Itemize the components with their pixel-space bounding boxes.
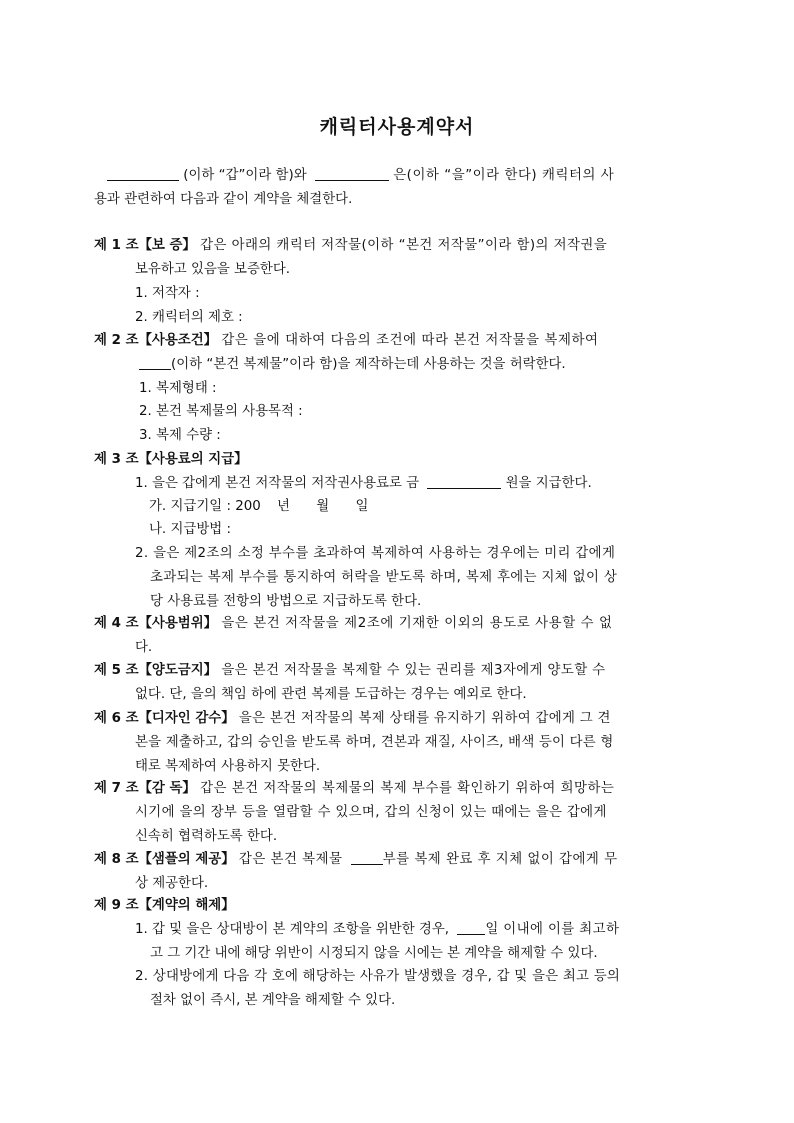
- article-4-line-2: 다.: [135, 640, 153, 655]
- article-8-line-2: 상 제공한다.: [135, 876, 209, 891]
- article-3-item-1-text-b: 원을 지급한다.: [505, 476, 592, 491]
- article-7-text: 갑은 본건 저작물의 복제물의 복제 부수를 확인하기 위하여 희망하는: [200, 781, 615, 796]
- intro-text-a: (이하 “갑”이라 함)와: [183, 168, 307, 183]
- copy-item-blank: [139, 355, 171, 370]
- payment-date-label: 가. 지급기일 : 200: [149, 499, 261, 514]
- article-3-sub-1: [149, 497, 368, 517]
- party-b-blank: [315, 166, 389, 181]
- cure-days-blank: [457, 920, 485, 935]
- article-6-line-1: [94, 709, 611, 729]
- article-6-heading: 제 6 조【디자인 감수】: [94, 711, 235, 726]
- payment-date-year: 년: [277, 499, 290, 514]
- article-1-text: 갑은 아래의 캐릭터 저작물(이하 “본건 저작물”이라 함)의 저작권을: [200, 238, 608, 253]
- article-1-item-1: 1. 저작자 :: [135, 286, 200, 301]
- article-8-line-1: [94, 850, 618, 870]
- article-1-line-2: 보유하고 있음을 보증한다.: [135, 262, 291, 277]
- article-9-item-1-line-1: [135, 920, 619, 940]
- party-a-blank: [107, 166, 179, 181]
- article-4-line-1: [94, 614, 613, 634]
- article-7-line-1: [94, 779, 614, 799]
- article-5-line-1: [94, 661, 606, 681]
- article-1-heading: 제 1 조【보 증】: [94, 238, 196, 253]
- article-9-heading: 제 9 조【계약의 해제】: [94, 898, 235, 913]
- article-9-item-2-line-2: 절차 없이 즉시, 본 계약을 해제할 수 있다.: [150, 993, 396, 1008]
- article-2-line-1: [94, 331, 599, 351]
- article-2-item-2: 2. 본건 복제물의 사용목적 :: [139, 404, 303, 419]
- article-5-text: 을은 본건 저작물을 복제할 수 있는 권리를 제3자에게 양도할 수: [221, 663, 606, 678]
- article-2-item-1: 1. 복제형태 :: [139, 381, 217, 396]
- article-9-item-2-line-1: 2. 상대방에게 다음 각 호에 해당하는 사유가 발생했을 경우, 갑 및 을은 최고 등의: [135, 969, 621, 984]
- article-2-text: 갑은 을에 대하여 다음의 조건에 따라 본건 저작물을 복제하여: [221, 333, 599, 348]
- sample-count-blank: [351, 850, 383, 865]
- article-6-line-3: 태로 복제하여 사용하지 못한다.: [135, 759, 321, 774]
- article-2-item-3: 3. 복제 수량 :: [139, 428, 221, 443]
- article-2-text-2: (이하 “본건 복제물”이라 함)을 제작하는데 사용하는 것을 허락한다.: [171, 357, 566, 372]
- article-4-text: 을은 본건 저작물을 제2조에 기재한 이외의 용도로 사용할 수 없: [221, 616, 613, 631]
- intro-line-1: [107, 166, 700, 186]
- payment-date-month: 월: [316, 499, 330, 514]
- article-7-line-3: 신속히 협력하도록 한다.: [135, 829, 278, 844]
- article-3-heading: 제 3 조【사용료의 지급】: [94, 452, 248, 467]
- article-5-line-2: 없다. 단, 을의 책임 하에 관련 복제를 도급하는 경우는 예외로 한다.: [135, 687, 527, 702]
- intro-text-b: 은(이하 “을”이라 한다) 캐릭터의 사: [393, 168, 615, 183]
- article-3-item-1-text: 1. 을은 갑에게 본건 저작물의 저작권사용료로 금: [135, 476, 420, 491]
- article-3-item-2-line-2: 초과되는 복제 부수를 통지하여 허락을 받도록 하며, 복제 후에는 지체 없이 상: [150, 570, 618, 585]
- article-8-heading: 제 8 조【샘플의 제공】: [94, 852, 235, 867]
- article-6-text: 을은 본건 저작물의 복제 상태를 유지하기 위하여 갑에게 그 견: [238, 711, 611, 726]
- document-title: 캐릭터사용계약서: [319, 116, 475, 138]
- article-3-item-2-line-3: 당 사용료를 전항의 방법으로 지급하도록 한다.: [150, 594, 422, 609]
- article-7-line-2: 시기에 을의 장부 등을 열람할 수 있으며, 갑의 신청이 있는 때에는 을은 갑에게: [135, 805, 607, 820]
- article-3-item-1: [135, 474, 592, 494]
- article-8-text-b: 부를 복제 완료 후 지체 없이 갑에게 무: [382, 852, 618, 867]
- article-3-sub-2: 나. 지급방법 :: [149, 522, 231, 537]
- article-6-line-2: 본을 제출하고, 갑의 승인을 받도록 하며, 견본과 재질, 사이즈, 배색 등이 다른 형: [135, 735, 614, 750]
- article-1-line-1: [94, 236, 607, 256]
- article-3-item-2-line-1: 2. 을은 제2조의 소정 부수를 초과하여 복제하여 사용하는 경우에는 미리 갑에게: [135, 546, 616, 561]
- article-9-item-1-text-b: 일 이내에 이를 최고하: [485, 922, 620, 937]
- fee-amount-blank: [427, 474, 501, 489]
- article-7-heading: 제 7 조【감 독】: [94, 781, 196, 796]
- article-5-heading: 제 5 조【양도금지】: [94, 663, 218, 678]
- intro-line-2: 용과 관련하여 다음과 같이 계약을 체결한다.: [94, 192, 353, 207]
- article-2-line-2: [139, 355, 566, 375]
- article-2-heading: 제 2 조【사용조건】: [94, 333, 218, 348]
- article-4-heading: 제 4 조【사용범위】: [94, 616, 218, 631]
- payment-date-day: 일: [355, 499, 369, 514]
- article-8-text-a: 갑은 본건 복제물: [238, 852, 343, 867]
- article-9-item-1-line-2: 고 그 기간 내에 해당 위반이 시정되지 않을 시에는 본 계약을 해제할 수 있다.: [150, 946, 598, 961]
- article-1-item-2: 2. 캐릭터의 제호 :: [135, 310, 243, 325]
- article-9-item-1-text-a: 1. 갑 및 을은 상대방이 본 계약의 조항을 위반한 경우,: [135, 922, 450, 937]
